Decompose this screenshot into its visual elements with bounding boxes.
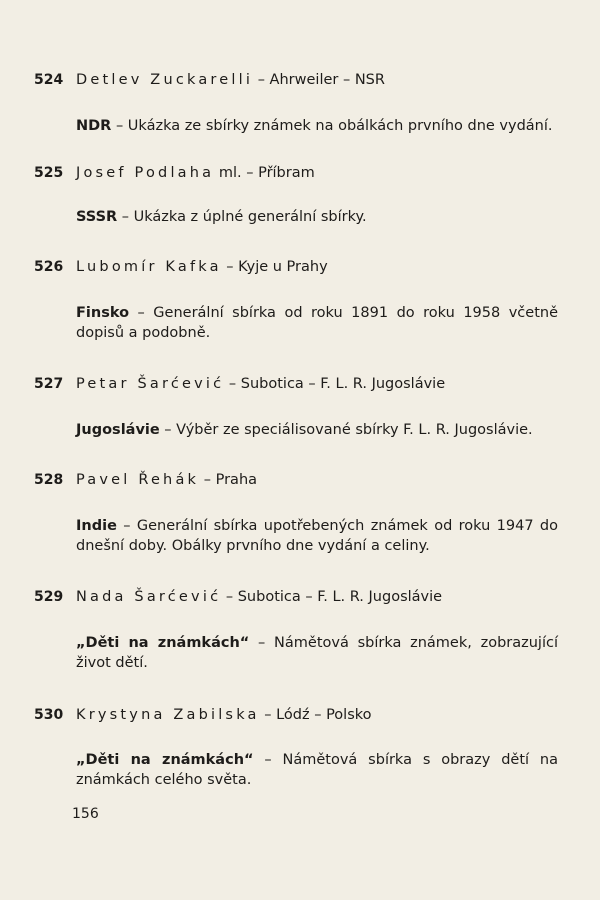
entry-description — [76, 420, 558, 440]
entry-heading — [76, 72, 385, 88]
entry-description — [76, 750, 558, 790]
exhibitor-place: – Ahrweiler – NSR — [253, 72, 385, 88]
entry-number: 529 — [34, 589, 64, 605]
exhibitor-place: – Subotica – F. L. R. Jugoslávie — [224, 376, 446, 392]
desc-text: – Ukázka z úplné generální sbírky. — [117, 209, 367, 225]
page-number: 156 — [72, 806, 99, 822]
entry-description — [76, 116, 558, 136]
exhibitor-place: – Subotica – F. L. R. Jugoslávie — [221, 589, 443, 605]
desc-text: – Námětová sbírka s obrazy dětí na známkách celého světa. — [76, 752, 558, 788]
exhibitor-place: – Praha — [199, 472, 258, 488]
desc-country: Indie — [76, 518, 117, 534]
entry-heading — [76, 472, 257, 488]
entry-heading — [76, 707, 372, 723]
entry-number: 530 — [34, 707, 64, 723]
entry-heading — [76, 589, 442, 605]
entry-description — [76, 207, 558, 227]
exhibitor-name: Detlev Zuckarelli — [76, 72, 254, 88]
desc-theme: „Děti na známkách“ — [76, 635, 250, 651]
entry-number: 526 — [34, 259, 64, 275]
entry-number: 524 — [34, 72, 64, 88]
exhibitor-name: Josef Podlaha — [76, 165, 215, 181]
desc-text: – Námětová sbírka známek, zobrazující život dětí. — [76, 635, 558, 671]
desc-text: – Generální sbírka upotřebených známek od roku 1947 do dnešní doby. Obálky prvního dne vydání a celiny. — [76, 518, 558, 554]
entry-heading — [76, 259, 328, 275]
exhibitor-name: Lubomír Kafka — [76, 259, 222, 275]
exhibitor-name: Petar Šarćević — [76, 376, 225, 392]
entry-number: 525 — [34, 165, 64, 181]
desc-text: – Ukázka ze sbírky známek na obálkách prvního dne vydání. — [111, 118, 553, 134]
exhibitor-name: Krystyna Zabilska — [76, 707, 260, 723]
exhibitor-place: – Kyje u Prahy — [221, 259, 328, 275]
entry-description — [76, 516, 558, 556]
exhibitor-place: – Lódź – Polsko — [259, 707, 372, 723]
desc-theme: „Děti na známkách“ — [76, 752, 254, 768]
entry-number: 528 — [34, 472, 64, 488]
entry-heading — [76, 165, 315, 181]
exhibitor-name: Pavel Řehák — [76, 472, 200, 488]
desc-country: SSSR — [76, 209, 118, 225]
exhibitor-place: ml. – Příbram — [214, 165, 315, 181]
desc-country: Finsko — [76, 305, 130, 321]
desc-text: – Výběr ze speciálisované sbírky F. L. R. Jugoslávie. — [159, 422, 533, 438]
exhibitor-name: Nada Šarćević — [76, 589, 222, 605]
desc-country: Jugoslávie — [76, 422, 160, 438]
entry-description — [76, 303, 558, 343]
desc-country: NDR — [76, 118, 112, 134]
entry-heading — [76, 376, 445, 392]
entry-number: 527 — [34, 376, 64, 392]
desc-text: – Generální sbírka od roku 1891 do roku 1958 včetně dopisů a podobně. — [76, 305, 558, 341]
entry-description — [76, 633, 558, 673]
